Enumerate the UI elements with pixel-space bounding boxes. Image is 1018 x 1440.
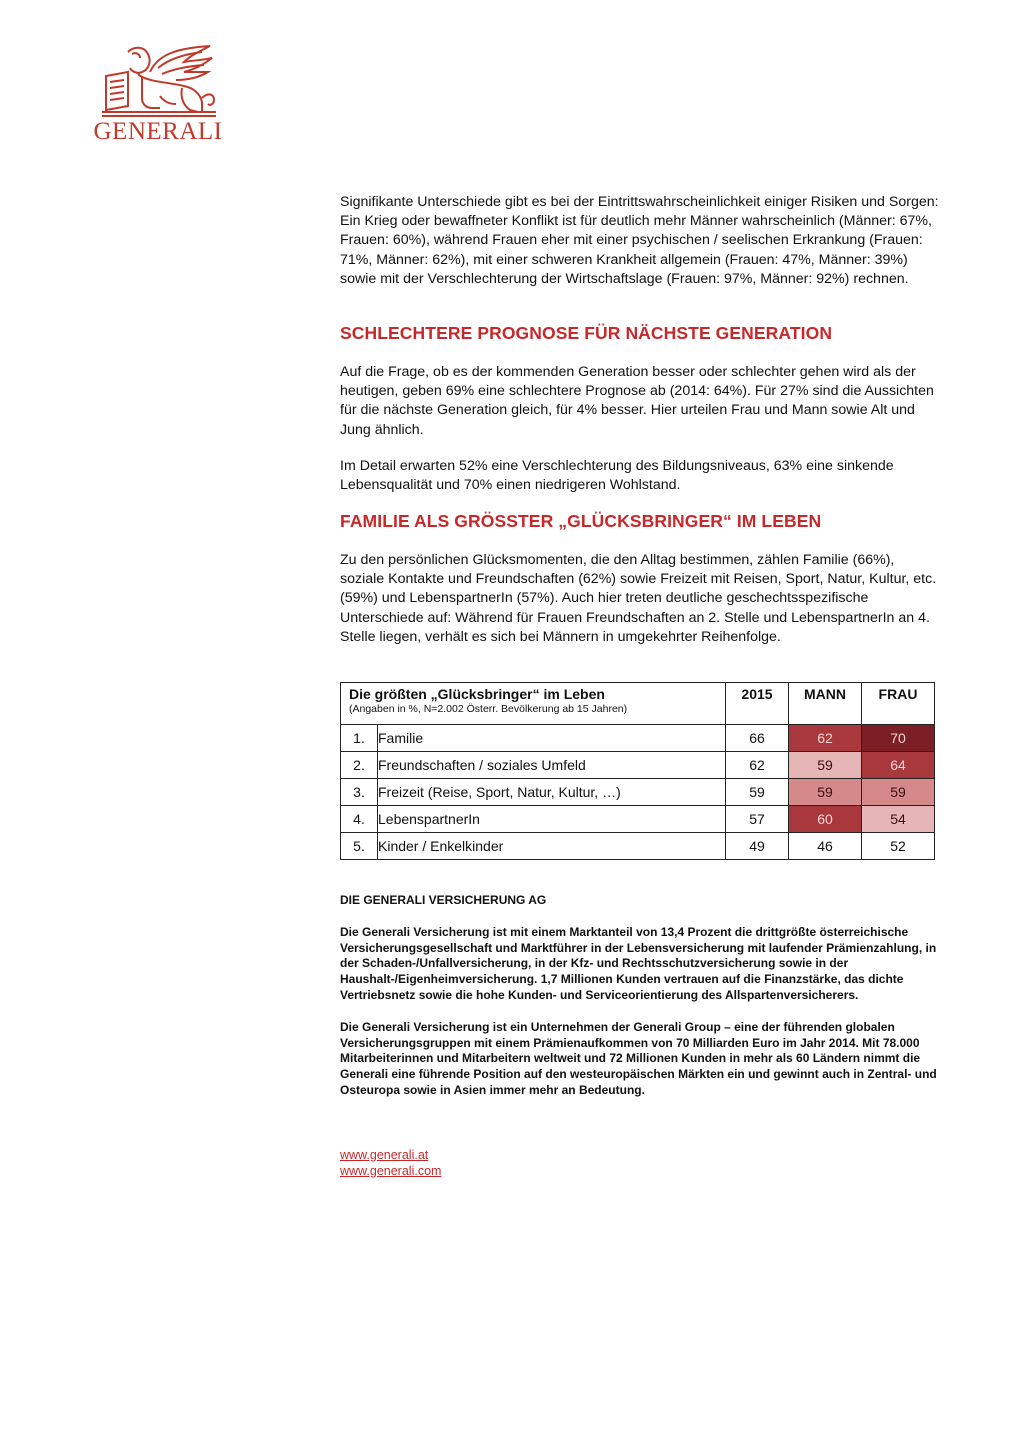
row-label: Freundschaften / soziales Umfeld [378,752,726,779]
table-header-row [341,683,935,725]
row-rank: 4. [341,806,378,833]
row-label: LebenspartnerIn [378,806,726,833]
heading-family: FAMILIE ALS GRÖSSTER „GLÜCKSBRINGER“ IM LEBEN [340,511,822,531]
row-value-mann: 59 [789,779,862,806]
row-value-frau: 52 [862,833,935,860]
paragraph-prognosis: Auf die Frage, ob es der kommenden Generation besser oder schlechter gehen wird als der heutigen, geben 69% eine schlechtere Prognose ab (2014: 64%). Für 27% sind die Aussichten für die nächste Generation gleich, für 4% besser. Hier urteilen Frau und Mann sowie Alt und Jung ähnlich. [340,364,934,438]
row-value-mann: 46 [789,833,862,860]
about-paragraph-1: Die Generali Versicherung ist mit einem Marktanteil von 13,4 Prozent die drittgrößte österreichische Versicherungsgesellschaft und Marktführer in der Lebensversicherung mit laufender Prämienzahlung, in der Schaden-/Unfallversicherung, in der Kfz- und Rechtsschutzversicherung sowie in der Haushalt-/Eigenheimversicherung. 1,7 Millionen Kunden vertrauen auf die Finanzstärke, das dichte Vertriebsnetz sowie die hohe Kunden- und Serviceorientierung des Allspartenversicherers. [340,924,937,1002]
row-value-frau: 64 [862,752,935,779]
row-value-2015: 49 [726,833,789,860]
column-header-2015: 2015 [726,683,789,725]
table-row [341,725,935,752]
row-value-mann: 60 [789,806,862,833]
row-label: Familie [378,725,726,752]
table-subtitle: (Angaben in %, N=2.002 Österr. Bevölkerung ab 15 Jahren) [349,703,628,715]
row-value-frau: 54 [862,806,935,833]
lion-icon [98,42,218,118]
row-rank: 1. [341,725,378,752]
generali-logo [92,42,224,150]
table-row [341,752,935,779]
paragraph-happiness: Zu den persönlichen Glücksmomenten, die den Alltag bestimmen, zählen Familie (66%), soziale Kontakte und Freundschaften (62%) sowie Freizeit mit Reisen, Sport, Natur, Kultur, etc. (59%) und LebenspartnerIn (57%). Auch hier treten deutliche geschechtsspezifische Unterschiede auf: Während für Frauen Freundschaften an 2. Stelle und LebenspartnerIn an 4. Stelle liegen, verhält es sich bei Männern in umgekehrter Reihenfolge. [340,552,937,645]
paragraph-risks: Signifikante Unterschiede gibt es bei der Eintrittswahrscheinlichkeit einiger Risiken und Sorgen: Ein Krieg oder bewaffneter Konflikt ist für deutlich mehr Männer wahrscheinlich (Männer: 67%, Frauen: 60%), während Frauen eher mit einer psychischen / seelischen Erkrankung (Frauen: 71%, Männer: 62%), mit einer schweren Krankheit allgemein (Frauen: 47%, Männer: 39%) sowie mit der Verschlechterung der Wirtschaftslage (Frauen: 97%, Männer: 92%) rechnen. [340,194,939,287]
row-label: Freizeit (Reise, Sport, Natur, Kultur, …) [378,779,726,806]
row-value-mann: 62 [789,725,862,752]
table-title-cell [341,683,726,725]
table-row [341,806,935,833]
row-rank: 3. [341,779,378,806]
row-rank: 5. [341,833,378,860]
row-value-2015: 59 [726,779,789,806]
row-value-mann: 59 [789,752,862,779]
row-value-2015: 66 [726,725,789,752]
about-paragraph-2: Die Generali Versicherung ist ein Unternehmen der Generali Group – eine der führenden globalen Versicherungsgruppen mit einem Prämienaufkommen von 70 Milliarden Euro im Jahr 2014. Mit 78.000 Mitarbeiterinnen und Mitarbeitern weltweit und 72 Millionen Kunden in mehr als 60 Ländern nimmt die Generali eine führende Position auf den westeuropäischen Märkten ein und gewinnt auch in Zentral- und Osteuropa sowie in Asien immer mehr an Bedeutung. [340,1019,937,1097]
paragraph-detail: Im Detail erwarten 52% eine Verschlechterung des Bildungsniveaus, 63% eine sinkende Lebensqualität und 70% einen niedrigeren Wohlstand. [340,458,894,494]
link-generali-at[interactable]: www.generali.at [340,1148,429,1162]
row-rank: 2. [341,752,378,779]
about-heading: DIE GENERALI VERSICHERUNG AG [340,893,547,907]
happiness-table [340,682,935,860]
logo-wordmark: GENERALI [93,118,223,145]
row-value-2015: 57 [726,806,789,833]
table-row [341,833,935,860]
row-value-frau: 70 [862,725,935,752]
link-generali-com[interactable]: www.generali.com [340,1164,442,1178]
table-row [341,779,935,806]
row-value-frau: 59 [862,779,935,806]
column-header-mann: MANN [789,683,862,725]
column-header-frau: FRAU [862,683,935,725]
table-title: Die größten „Glücksbringer“ im Leben [349,686,605,702]
links-section [340,1147,441,1179]
row-value-2015: 62 [726,752,789,779]
about-section [340,893,940,1115]
row-label: Kinder / Enkelkinder [378,833,726,860]
heading-next-generation: SCHLECHTERE PROGNOSE FÜR NÄCHSTE GENERATION [340,323,833,343]
